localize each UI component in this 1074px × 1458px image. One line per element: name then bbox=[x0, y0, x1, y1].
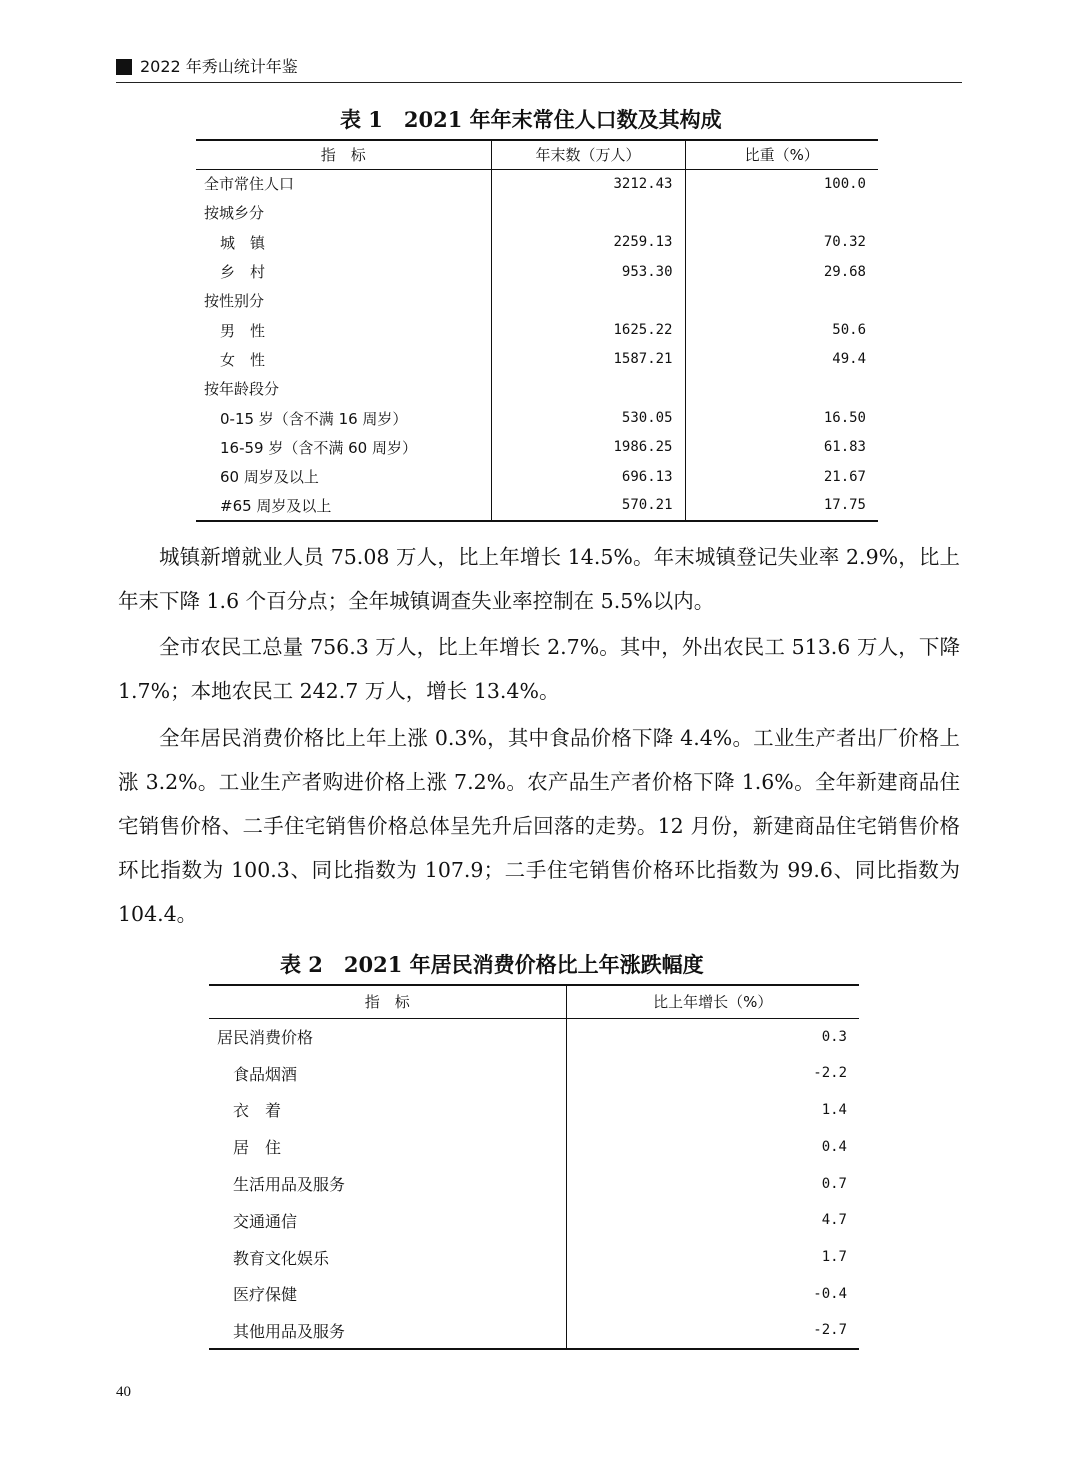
row-year-end-value: 530.05 bbox=[491, 403, 685, 432]
page-header bbox=[116, 56, 962, 83]
table-row bbox=[196, 257, 878, 286]
row-change-value: -2.7 bbox=[566, 1312, 859, 1349]
table-row bbox=[196, 462, 878, 491]
table-row bbox=[209, 1239, 859, 1276]
row-share-value: 50.6 bbox=[685, 315, 878, 344]
table2-col-change: 比上年增长（%） bbox=[566, 985, 859, 1018]
row-share-value: 100.0 bbox=[685, 169, 878, 198]
row-label: 按性别分 bbox=[204, 292, 265, 311]
row-label: 居 住 bbox=[233, 1138, 282, 1158]
paragraph-prices: 全年居民消费价格比上年上涨 0.3%，其中食品价格下降 4.4%。工业生产者出厂价格上涨 3.2%。工业生产者购进价格上涨 7.2%。农产品生产者价格下降 1.6%。全年新建商品住宅销售价格、二手住宅销售价格总体呈先升后回落的走势。12 月份，新建商品住宅销售价格环比指数为 100.3、同比指数为 107.9；二手住宅销售价格环比指数为 99.6、同比指数为 104.4。 bbox=[118, 726, 960, 926]
table-row bbox=[196, 345, 878, 374]
row-change-value: -0.4 bbox=[566, 1276, 859, 1313]
row-year-end-value: 1986.25 bbox=[491, 433, 685, 462]
row-share-value: 17.75 bbox=[685, 491, 878, 520]
row-label: 60 周岁及以上 bbox=[220, 468, 319, 487]
row-share-value bbox=[685, 198, 878, 227]
row-share-value: 16.50 bbox=[685, 403, 878, 432]
row-year-end-value: 3212.43 bbox=[491, 169, 685, 198]
table-row bbox=[196, 286, 878, 315]
row-share-value: 49.4 bbox=[685, 345, 878, 374]
row-change-value: 1.7 bbox=[566, 1239, 859, 1276]
row-label: 教育文化娱乐 bbox=[233, 1248, 330, 1268]
row-change-value: 0.7 bbox=[566, 1165, 859, 1202]
row-year-end-value: 953.30 bbox=[491, 257, 685, 286]
table-row bbox=[196, 228, 878, 257]
table-row bbox=[209, 1092, 859, 1129]
table1-title: 表 1 2021 年年末常住人口数及其构成 bbox=[340, 107, 722, 132]
population-table bbox=[196, 139, 878, 522]
row-year-end-value bbox=[491, 374, 685, 403]
table-row bbox=[209, 1202, 859, 1239]
row-share-value: 29.68 bbox=[685, 257, 878, 286]
row-label: 医疗保健 bbox=[233, 1285, 298, 1305]
table-row bbox=[209, 1128, 859, 1165]
table-row bbox=[196, 433, 878, 462]
table1-col-year-end: 年末数（万人） bbox=[491, 140, 685, 169]
row-year-end-value bbox=[491, 286, 685, 315]
paragraph-migrant-workers: 全市农民工总量 756.3 万人，比上年增长 2.7%。其中，外出农民工 513.6 万人，下降 1.7%；本地农民工 242.7 万人，增长 13.4%。 bbox=[118, 635, 960, 703]
table-row bbox=[196, 403, 878, 432]
row-year-end-value: 1587.21 bbox=[491, 345, 685, 374]
table-row bbox=[196, 374, 878, 403]
row-label: 按年龄段分 bbox=[204, 380, 280, 399]
row-label: 0-15 岁（含不满 16 周岁） bbox=[220, 409, 408, 428]
cpi-table bbox=[209, 984, 859, 1350]
page-number: 40 bbox=[116, 1384, 131, 1400]
row-label: 16-59 岁（含不满 60 周岁） bbox=[220, 438, 417, 457]
row-label: 生活用品及服务 bbox=[233, 1175, 346, 1195]
table-row bbox=[196, 491, 878, 520]
table-row bbox=[209, 1276, 859, 1313]
row-label: 食品烟酒 bbox=[233, 1064, 298, 1084]
header-square-mark bbox=[116, 59, 132, 75]
table1-header-row bbox=[196, 140, 878, 169]
table-row bbox=[196, 315, 878, 344]
row-share-value bbox=[685, 286, 878, 315]
table-row bbox=[209, 1165, 859, 1202]
paragraph-employment: 城镇新增就业人员 75.08 万人，比上年增长 14.5%。年末城镇登记失业率 2.9%，比上年末下降 1.6 个百分点；全年城镇调查失业率控制在 5.5%以内。 bbox=[118, 545, 960, 613]
row-label: 乡 村 bbox=[220, 263, 266, 282]
row-label: 城 镇 bbox=[220, 233, 266, 252]
row-label: 其他用品及服务 bbox=[233, 1321, 346, 1341]
row-year-end-value: 696.13 bbox=[491, 462, 685, 491]
row-label: 按城乡分 bbox=[204, 204, 265, 223]
table2-col-indicator: 指 标 bbox=[364, 993, 410, 1012]
row-label: 居民消费价格 bbox=[217, 1028, 314, 1048]
row-share-value: 70.32 bbox=[685, 228, 878, 257]
table1-col-indicator: 指 标 bbox=[320, 146, 366, 165]
row-share-value: 21.67 bbox=[685, 462, 878, 491]
row-change-value: 4.7 bbox=[566, 1202, 859, 1239]
row-label: #65 周岁及以上 bbox=[220, 496, 332, 515]
header-title: 2022 年秀山统计年鉴 bbox=[140, 57, 298, 76]
row-label: 交通通信 bbox=[233, 1211, 298, 1231]
row-year-end-value: 2259.13 bbox=[491, 228, 685, 257]
row-year-end-value: 1625.22 bbox=[491, 315, 685, 344]
row-change-value: 0.4 bbox=[566, 1128, 859, 1165]
row-label: 衣 着 bbox=[233, 1101, 282, 1121]
row-change-value: -2.2 bbox=[566, 1055, 859, 1092]
table-row bbox=[209, 1312, 859, 1349]
table-row bbox=[209, 1018, 859, 1055]
row-year-end-value: 570.21 bbox=[491, 491, 685, 520]
table-row bbox=[196, 198, 878, 227]
table-row bbox=[196, 169, 878, 198]
table1-col-share: 比重（%） bbox=[685, 140, 878, 169]
table2-header-row bbox=[209, 985, 859, 1018]
row-change-value: 0.3 bbox=[566, 1018, 859, 1055]
row-label: 全市常住人口 bbox=[204, 175, 295, 194]
row-change-value: 1.4 bbox=[566, 1092, 859, 1129]
row-label: 女 性 bbox=[220, 350, 266, 369]
row-share-value bbox=[685, 374, 878, 403]
row-label: 男 性 bbox=[220, 321, 266, 340]
row-share-value: 61.83 bbox=[685, 433, 878, 462]
row-year-end-value bbox=[491, 198, 685, 227]
table2-title: 表 2 2021 年居民消费价格比上年涨跌幅度 bbox=[280, 952, 704, 977]
table-row bbox=[209, 1055, 859, 1092]
